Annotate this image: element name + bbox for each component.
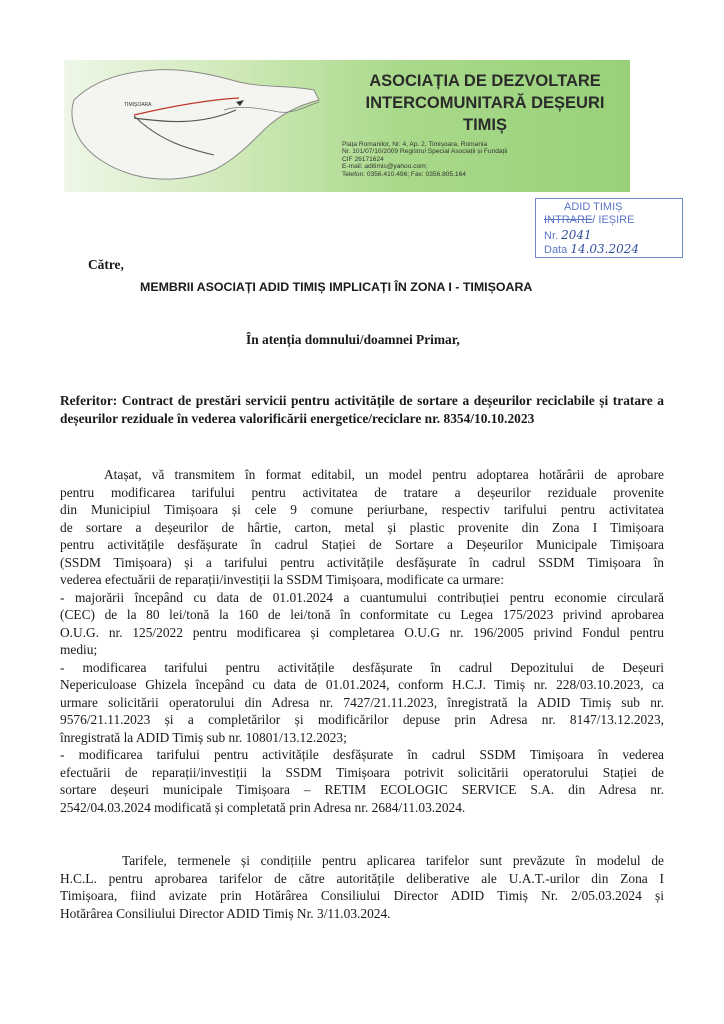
address-line: Piața Romanilor, Nr. 4, Ap. 2, Timișoara, Romania — [342, 141, 488, 148]
org-title — [340, 70, 630, 136]
body-line: efectuării de reparații/investiții la SSDM Timișoara potrivit solicitării operatorului Stației de — [60, 764, 664, 780]
stamp-number: Nr. 2041 — [544, 228, 592, 242]
body-line: 2542/04.03.2024 modificată și completată prin Adresa nr. 2684/11.03.2024. — [60, 799, 466, 815]
cif-line: CIF 26171624 — [342, 155, 384, 163]
body-line: (CEC) de la 80 lei/tonă la 160 de lei/tonă în conformitate cu Legea 175/2023 privind aprobarea — [60, 607, 664, 622]
stamp-date-value: 14.03.2024 — [570, 242, 640, 256]
reference-block — [60, 392, 664, 427]
org-title-line-3: TIMIȘ — [463, 116, 507, 134]
stamp-direction: INTRARE/ IEȘIRE — [544, 214, 635, 226]
reference-text: Contract de prestări servicii pentru activitățile de sortare a deșeurilor reciclabile și tratare a deșeurilor reziduale în vederea valorificării energetice/reciclare nr. 8354/10.10.2023 — [60, 393, 664, 426]
body-line: pentru modificarea tarifului pentru activitatea de tratare a deșeurilor reziduale provenite — [60, 484, 664, 500]
body-line: Atașat, vă transmitem în format editabil, un model pentru adoptarea hotărârii de aprobare — [104, 467, 664, 482]
body-line: - modificarea tarifului pentru activitățile desfășurate în cadrul SSDM Timișoara în vederea — [60, 747, 664, 762]
stamp-number-value: 2041 — [561, 228, 592, 242]
body-line: - modificarea tarifului pentru activitățile desfășurate în cadrul Depozitului de Deșeuri — [60, 659, 664, 675]
body-line: O.U.G. nr. 125/2022 pentru modificarea și completarea O.U.G nr. 196/2005 privind Fondul pentru — [60, 624, 664, 640]
body-line: pentru activitățile desfășurate în cadrul Stației de Sortare a Deșeurilor Municipale Timișoara — [60, 537, 664, 552]
email-line: E-mail: aditimis@yahoo.com; — [342, 163, 428, 171]
body-line: Nepericuloase Ghizela începând cu data de 01.01.2024, conform H.C.J. Timiș nr. 228/03.10.2023, ca — [60, 677, 664, 692]
body-line: înregistrată la ADID Timiș sub nr. 10801/13.12.2023; — [60, 729, 347, 745]
stamp-date: Data 14.03.2024 — [544, 242, 640, 256]
attention-line: În atenția domnului/doamnei Primar, — [246, 332, 460, 347]
body-line: din Municipiul Timișoara și cele 9 comune periurbane, respectiv tarifului pentru activitatea — [60, 502, 664, 517]
salutation: Către, — [88, 257, 124, 272]
org-title-line-1: ASOCIAȚIA DE DEZVOLTARE — [369, 72, 601, 90]
closing-line: Hotărârea Consiliului Director ADID Timiș Nr. 3/11.03.2024. — [60, 905, 391, 921]
map-city-label: TIMIȘOARA — [124, 102, 152, 108]
closing-line: Timișoara, fiind avizate prin Hotărârea Consiliului Director ADID Timiș Nr. 2/05.03.2024 și — [60, 888, 664, 903]
body-line: (SSDM Timișoara) și a tarifului pentru activitățile desfășurate în cadrul SSDM Timișoara în — [60, 554, 664, 570]
body-line: vederea efectuării de reparații/investiții la SSDM Timișoara, modificate ca urmare: — [60, 572, 504, 587]
org-title-line-2: INTERCOMUNITARĂ DEȘEURI — [365, 94, 605, 112]
body-line: mediu; — [60, 642, 98, 657]
closing-paragraph — [60, 852, 664, 922]
body-line: sortare deșeuri municipale Timișoara – RETIM ECOLOGIC SERVICE S.A. din Adresa nr. — [60, 782, 664, 797]
stamp-org: ADID TIMIȘ — [564, 201, 623, 213]
reference-label: Referitor: — [60, 393, 118, 408]
registration-stamp — [535, 198, 683, 258]
closing-line: H.C.L. pentru aprobarea tarifelor de către autoritățile deliberative ale U.A.T.-urilor din Zona I — [60, 870, 664, 886]
phone-line: Telefon: 0356.410.496; Fax: 0356.805.164 — [342, 170, 466, 178]
body-line: de sortare a deșeurilor de hârtie, carton, metal și plastic provenite din Zona I Timișoara — [60, 519, 664, 535]
closing-line: Tarifele, termenele și condițiile pentru aplicarea tarifelor sunt prevăzute în modelul de — [122, 853, 664, 868]
body-line: urmare solicitării operatorului din Adresa nr. 7427/21.11.2023, înregistrată la ADID Timiș sub nr. — [60, 694, 664, 710]
body-line: 9576/21.11.2023 și a completărilor și modificărilor depuse prin Adresa nr. 8147/13.12.2023, — [60, 712, 664, 727]
body-paragraph — [60, 466, 664, 816]
org-contact-info — [342, 141, 622, 178]
registry-line: Nr. 101/07/10/2009 Registrul Special Asociații și Fundații — [342, 148, 508, 156]
timis-county-map — [64, 60, 364, 192]
recipients-heading: MEMBRII ASOCIAȚI ADID TIMIȘ IMPLICAȚI ÎN ZONA I - TIMIȘOARA — [140, 280, 533, 294]
body-line: - majorării începând cu data de 01.01.2024 a cuantumului contribuției pentru economie circulară — [60, 589, 664, 605]
